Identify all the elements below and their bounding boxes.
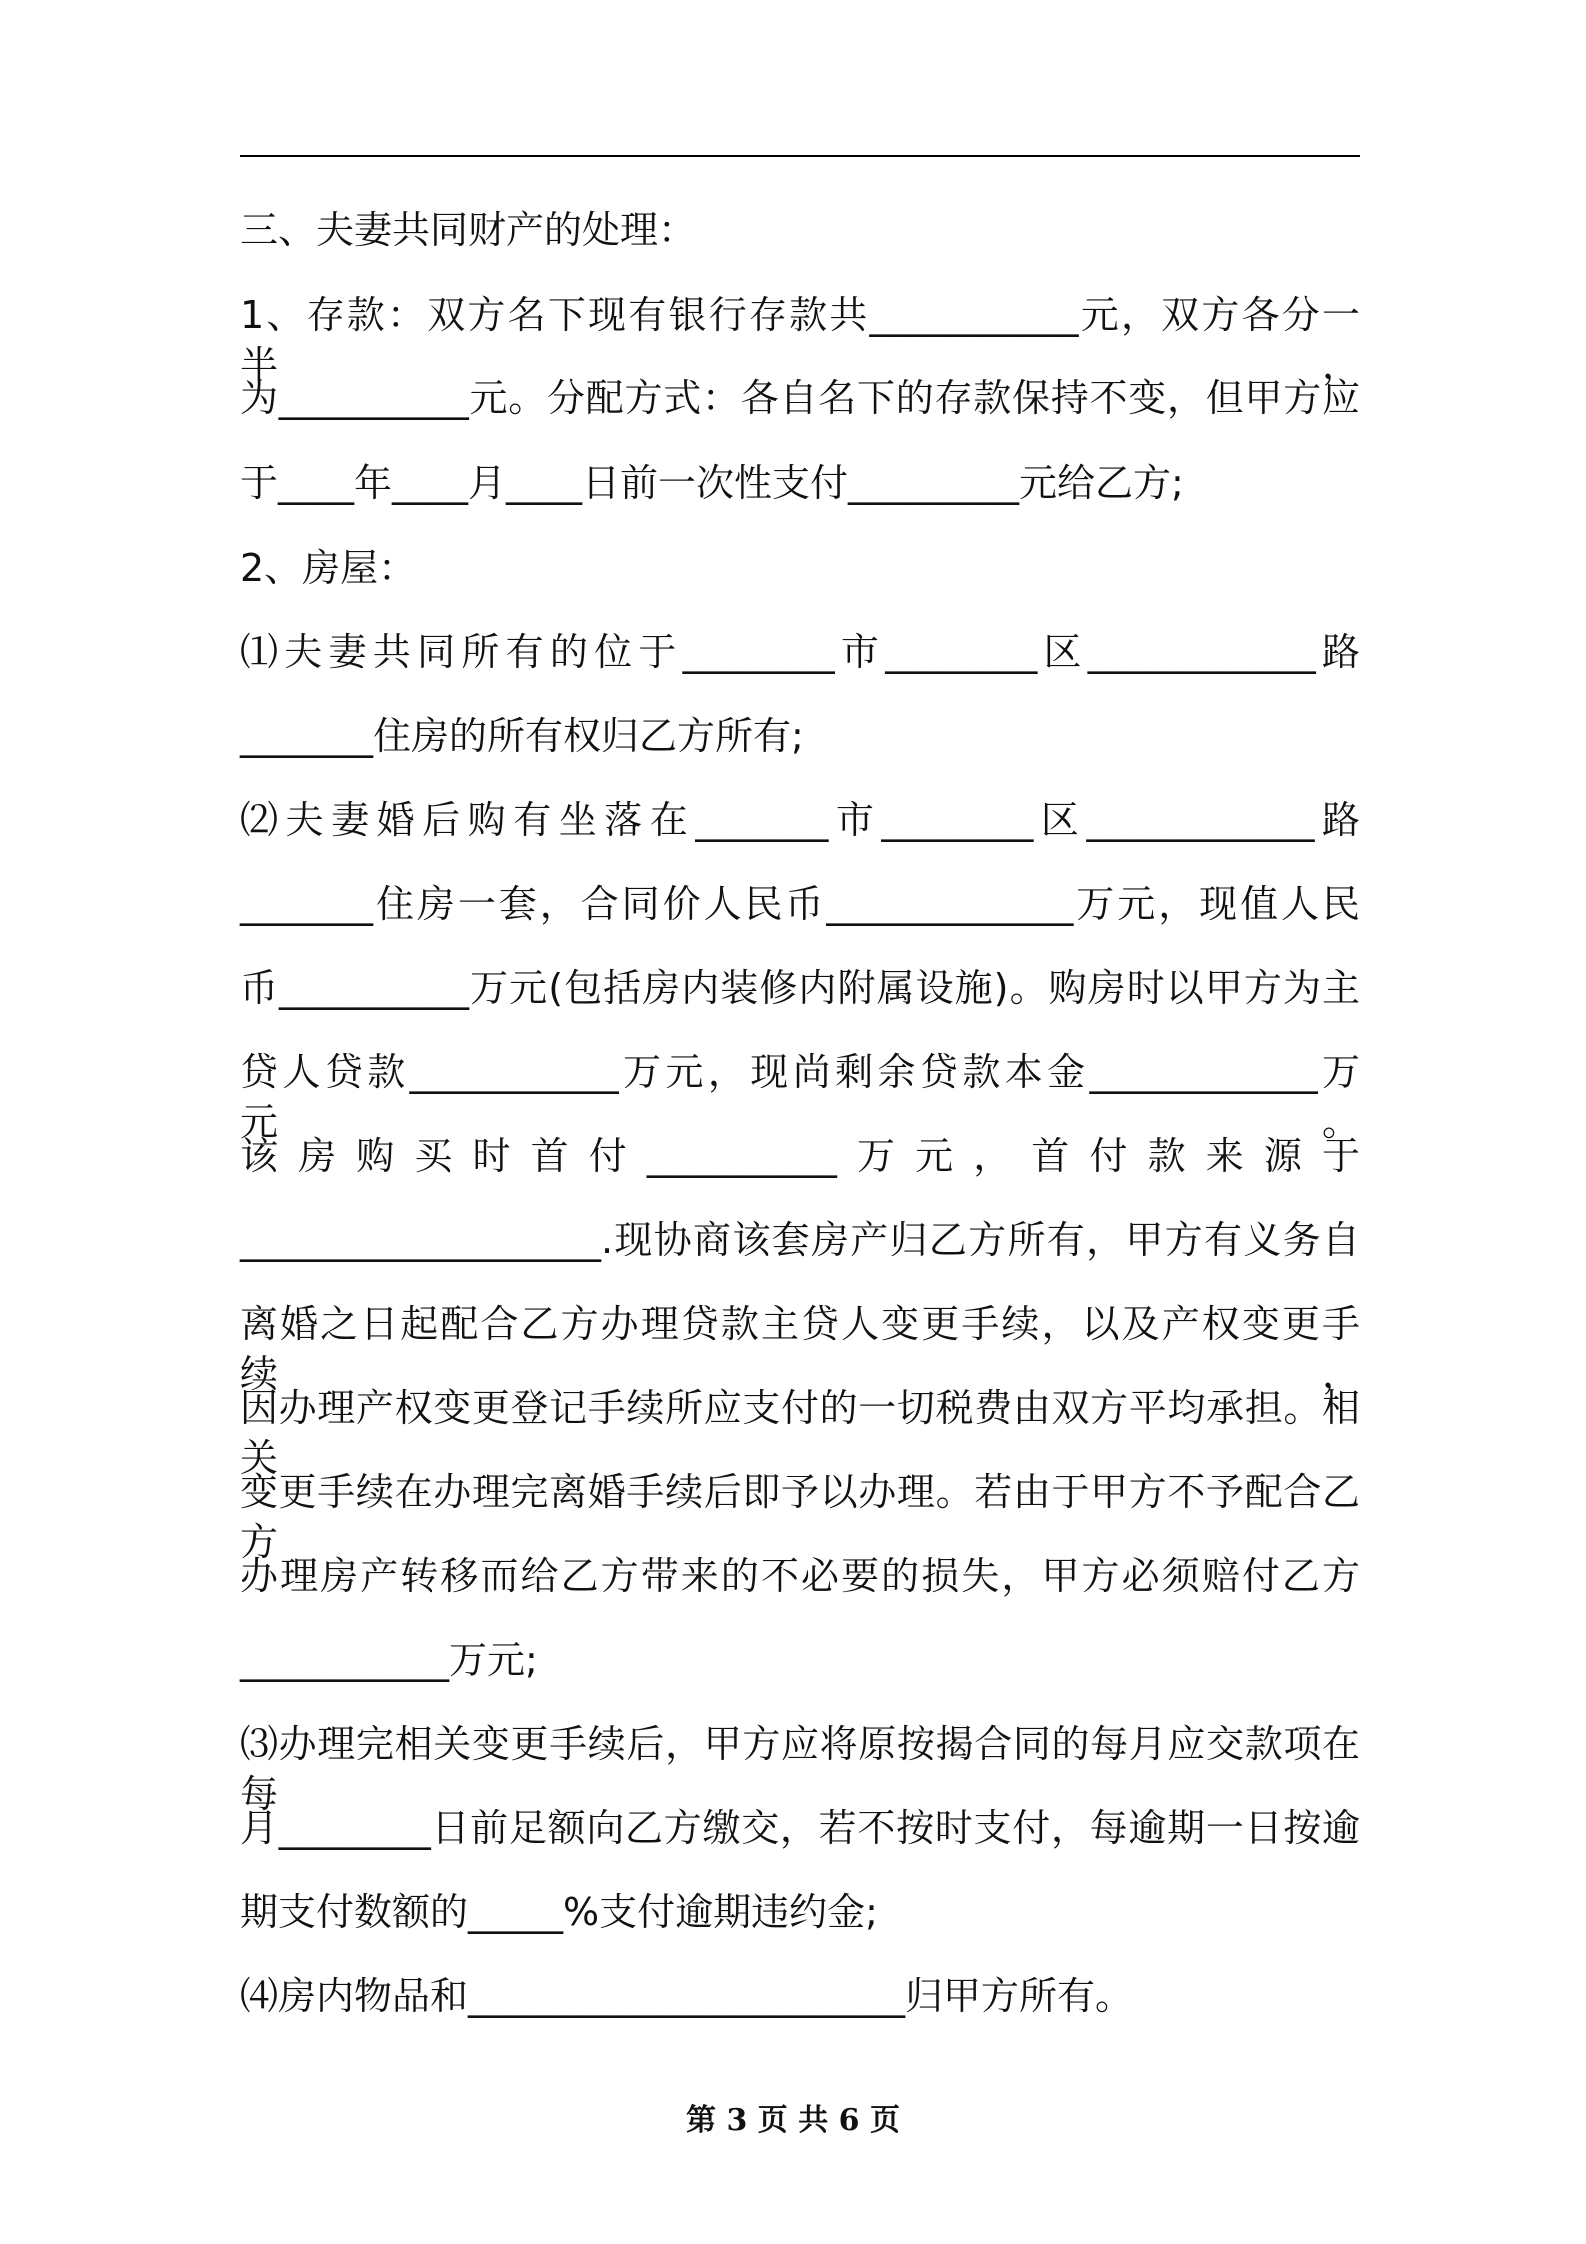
paragraph-line: 离婚之日起配合乙方办理贷款主贷人变更手续，以及产权变更手续， bbox=[240, 1302, 1360, 1396]
page-number: 第 3 页 共 6 页 bbox=[686, 2103, 900, 2138]
paragraph-line: ___________________.现协商该套房产归乙方所有，甲方有义务自 bbox=[240, 1218, 1360, 1262]
section-heading: 三、夫妻共同财产的处理： bbox=[240, 208, 697, 252]
paragraph-line: 办理房产转移而给乙方带来的不必要的损失，甲方必须赔付乙方 bbox=[240, 1554, 1360, 1598]
paragraph-line: 贷人贷款___________万元，现尚剩余贷款本金____________万元。 bbox=[240, 1050, 1360, 1144]
paragraph-line: ⑵夫妻婚后购有坐落在_______市________区____________路 bbox=[240, 798, 1360, 842]
paragraph-line: ⑷房内物品和_______________________归甲方所有。 bbox=[240, 1974, 1134, 2018]
paragraph-line: _______住房的所有权归乙方所有; bbox=[240, 714, 804, 758]
paragraph-line: _______住房一套，合同价人民币_____________万元，现值人民 bbox=[240, 882, 1360, 926]
paragraph-line: ⑴夫妻共同所有的位于________市________区____________路 bbox=[240, 630, 1360, 674]
paragraph-line: 为__________元。分配方式：各自名下的存款保持不变，但甲方应 bbox=[240, 376, 1360, 420]
paragraph-line: 该房购买时首付__________万元，首付款来源于 bbox=[240, 1134, 1360, 1178]
paragraph-line: ⑶办理完相关变更手续后，甲方应将原按揭合同的每月应交款项在每 bbox=[240, 1722, 1360, 1816]
paragraph-line: 因办理产权变更登记手续所应支付的一切税费由双方平均承担。相关 bbox=[240, 1386, 1360, 1480]
paragraph-line: 月________日前足额向乙方缴交，若不按时支付，每逾期一日按逾 bbox=[240, 1806, 1360, 1850]
paragraph-line: ___________万元; bbox=[240, 1638, 538, 1682]
subsection-heading: 2、房屋： bbox=[240, 546, 417, 590]
paragraph-line: 1、存款：双方名下现有银行存款共___________元，双方各分一半， bbox=[240, 293, 1360, 387]
paragraph-line: 币__________万元(包括房内装修内附属设施)。购房时以甲方为主 bbox=[240, 966, 1360, 1010]
paragraph-line: 于____年____月____日前一次性支付_________元给乙方; bbox=[240, 461, 1184, 505]
paragraph-line: 变更手续在办理完离婚手续后即予以办理。若由于甲方不予配合乙方 bbox=[240, 1470, 1360, 1564]
header-rule bbox=[240, 155, 1360, 157]
paragraph-line: 期支付数额的_____%支付逾期违约金; bbox=[240, 1890, 878, 1934]
